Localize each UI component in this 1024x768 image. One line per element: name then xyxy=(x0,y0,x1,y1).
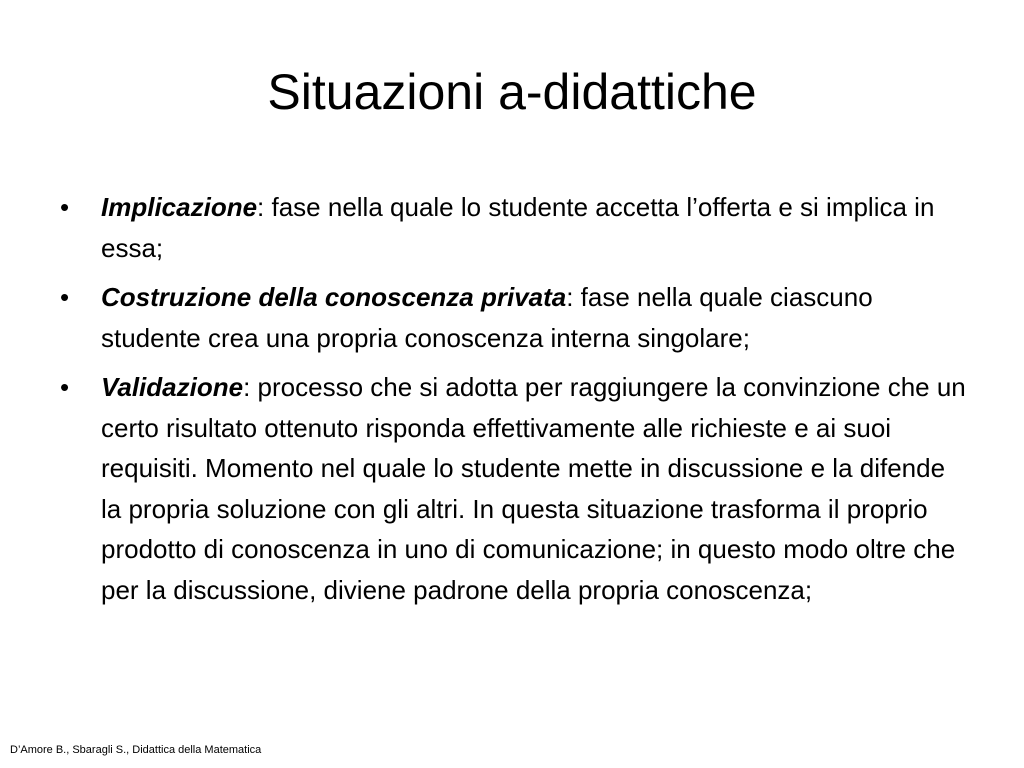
slide-title: Situazioni a-didattiche xyxy=(267,64,757,120)
bullet-term: Validazione xyxy=(101,372,244,402)
bullet-item-implicazione xyxy=(60,187,970,268)
bullet-item-validazione xyxy=(60,367,970,610)
bullet-text: : processo che si adotta per raggiungere la convinzione che un certo risultato ottenuto risponda effettivamente alle richieste e ai suoi requisiti. Momento nel quale lo studente mette in discussione e la difende la propria soluzione con gli altri. In questa situazione trasforma il proprio prodotto di conoscenza in uno di comunicazione; in questo modo oltre che per la discussione, diviene padrone della propria conoscenza; xyxy=(101,372,966,605)
bullet-text: : fase nella quale ciascuno studente crea una propria conoscenza interna singolare; xyxy=(101,282,873,353)
bullet-term: Implicazione xyxy=(101,192,258,222)
bullet-item-costruzione xyxy=(60,277,970,358)
bullet-dot-icon: • xyxy=(60,372,70,402)
bullet-text: : fase nella quale lo studente accetta l’offerta e si implica in essa; xyxy=(101,192,935,263)
footer-citation: D’Amore B., Sbaragli S., Didattica della Matematica xyxy=(10,744,262,756)
bullet-list xyxy=(60,187,970,619)
bullet-term: Costruzione della conoscenza privata xyxy=(101,282,567,312)
bullet-dot-icon: • xyxy=(60,282,70,312)
bullet-dot-icon: • xyxy=(60,192,70,222)
